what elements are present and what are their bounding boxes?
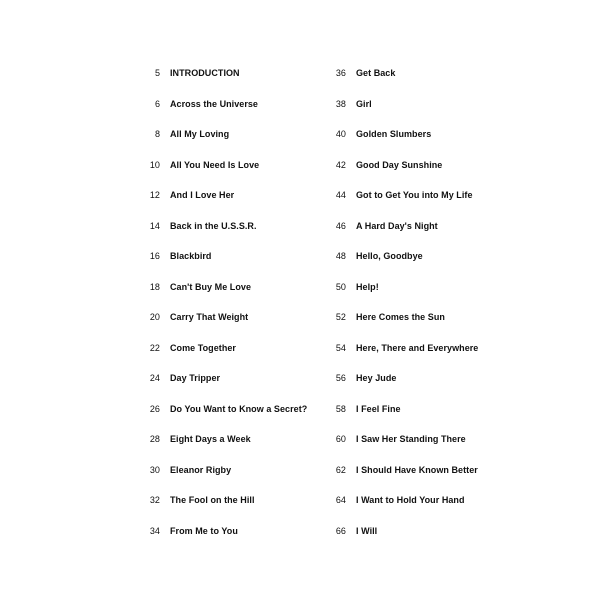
toc-column-right xyxy=(322,58,522,546)
toc-page-number: 58 xyxy=(335,403,346,414)
toc-page-number: 46 xyxy=(335,220,346,231)
toc-page-number: 5 xyxy=(154,68,160,79)
toc-entry xyxy=(322,241,522,272)
toc-entry xyxy=(322,211,522,242)
toc-page-number: 8 xyxy=(154,129,160,140)
toc-title: Golden Slumbers xyxy=(356,129,432,140)
toc-title: Got to Get You into My Life xyxy=(356,190,473,201)
toc-title: And I Love Her xyxy=(170,190,235,201)
toc-title: Here, There and Everywhere xyxy=(356,342,479,353)
toc-entry xyxy=(322,119,522,150)
toc-entry xyxy=(136,241,326,272)
toc-title: Back in the U.S.S.R. xyxy=(170,220,257,231)
toc-entry xyxy=(322,302,522,333)
toc-page-number: 62 xyxy=(335,464,346,475)
toc-page-number: 52 xyxy=(335,312,346,323)
toc-entry xyxy=(136,119,326,150)
toc-title: Help! xyxy=(356,281,379,292)
toc-title: Carry That Weight xyxy=(170,312,249,323)
toc-title: Hey Jude xyxy=(356,373,397,384)
toc-entry xyxy=(322,333,522,364)
toc-page-number: 10 xyxy=(149,159,160,170)
toc-entry xyxy=(322,150,522,181)
table-of-contents xyxy=(0,58,600,548)
toc-page-number: 20 xyxy=(149,312,160,323)
toc-page-number: 28 xyxy=(149,434,160,445)
toc-title: From Me to You xyxy=(170,525,238,536)
toc-entry xyxy=(136,424,326,455)
toc-title: I Saw Her Standing There xyxy=(356,434,466,445)
toc-page-number: 48 xyxy=(335,251,346,262)
toc-page-number: 14 xyxy=(149,220,160,231)
toc-page-number: 42 xyxy=(335,159,346,170)
toc-page-number: 40 xyxy=(335,129,346,140)
toc-page-number: 26 xyxy=(149,403,160,414)
toc-title: INTRODUCTION xyxy=(170,68,240,79)
toc-entry xyxy=(322,485,522,516)
toc-title: Good Day Sunshine xyxy=(356,159,443,170)
toc-page-number: 22 xyxy=(149,342,160,353)
toc-entry xyxy=(136,150,326,181)
toc-title: Hello, Goodbye xyxy=(356,251,423,262)
toc-page-number: 66 xyxy=(335,525,346,536)
toc-title: Do You Want to Know a Secret? xyxy=(170,403,308,414)
toc-title: Eight Days a Week xyxy=(170,434,251,445)
toc-entry xyxy=(136,516,326,547)
toc-page-number: 54 xyxy=(335,342,346,353)
toc-page-number: 12 xyxy=(149,190,160,201)
toc-entry xyxy=(136,58,326,89)
toc-page-number: 38 xyxy=(335,98,346,109)
toc-title: Eleanor Rigby xyxy=(170,464,232,475)
toc-title: I Should Have Known Better xyxy=(356,464,478,475)
toc-entry xyxy=(322,58,522,89)
toc-entry xyxy=(136,302,326,333)
toc-title: All My Loving xyxy=(170,129,230,140)
toc-entry xyxy=(322,180,522,211)
toc-title: Come Together xyxy=(170,342,236,353)
toc-title: Girl xyxy=(356,98,372,109)
toc-entry xyxy=(136,363,326,394)
toc-page-number: 36 xyxy=(335,68,346,79)
toc-page-number: 44 xyxy=(335,190,346,201)
toc-entry xyxy=(136,272,326,303)
toc-column-left xyxy=(136,58,326,546)
toc-title: I Feel Fine xyxy=(356,403,401,414)
toc-title: A Hard Day's Night xyxy=(356,220,438,231)
toc-title: Day Tripper xyxy=(170,373,221,384)
toc-page-number: 18 xyxy=(149,281,160,292)
toc-title: I Will xyxy=(356,525,378,536)
toc-title: The Fool on the Hill xyxy=(170,495,255,506)
toc-entry xyxy=(136,89,326,120)
toc-title: Get Back xyxy=(356,68,396,79)
toc-entry xyxy=(322,89,522,120)
toc-entry xyxy=(322,394,522,425)
toc-page-number: 32 xyxy=(149,495,160,506)
toc-page-number: 34 xyxy=(149,525,160,536)
toc-title: Blackbird xyxy=(170,251,212,262)
toc-entry xyxy=(136,211,326,242)
toc-entry xyxy=(322,424,522,455)
toc-title: I Want to Hold Your Hand xyxy=(356,495,465,506)
toc-entry xyxy=(136,455,326,486)
toc-page-number: 56 xyxy=(335,373,346,384)
toc-title: Here Comes the Sun xyxy=(356,312,445,323)
toc-page-number: 50 xyxy=(335,281,346,292)
toc-entry xyxy=(136,394,326,425)
toc-entry xyxy=(136,180,326,211)
toc-entry xyxy=(322,516,522,547)
toc-entry xyxy=(322,272,522,303)
toc-page-number: 16 xyxy=(149,251,160,262)
toc-page-number: 64 xyxy=(335,495,346,506)
toc-entry xyxy=(322,363,522,394)
toc-title: All You Need Is Love xyxy=(170,159,260,170)
toc-page-number: 24 xyxy=(149,373,160,384)
toc-page-number: 6 xyxy=(154,98,160,109)
toc-title: Across the Universe xyxy=(170,98,258,109)
toc-page-number: 60 xyxy=(335,434,346,445)
toc-entry xyxy=(136,485,326,516)
toc-title: Can't Buy Me Love xyxy=(170,281,252,292)
toc-entry xyxy=(136,333,326,364)
toc-entry xyxy=(322,455,522,486)
toc-page-number: 30 xyxy=(149,464,160,475)
